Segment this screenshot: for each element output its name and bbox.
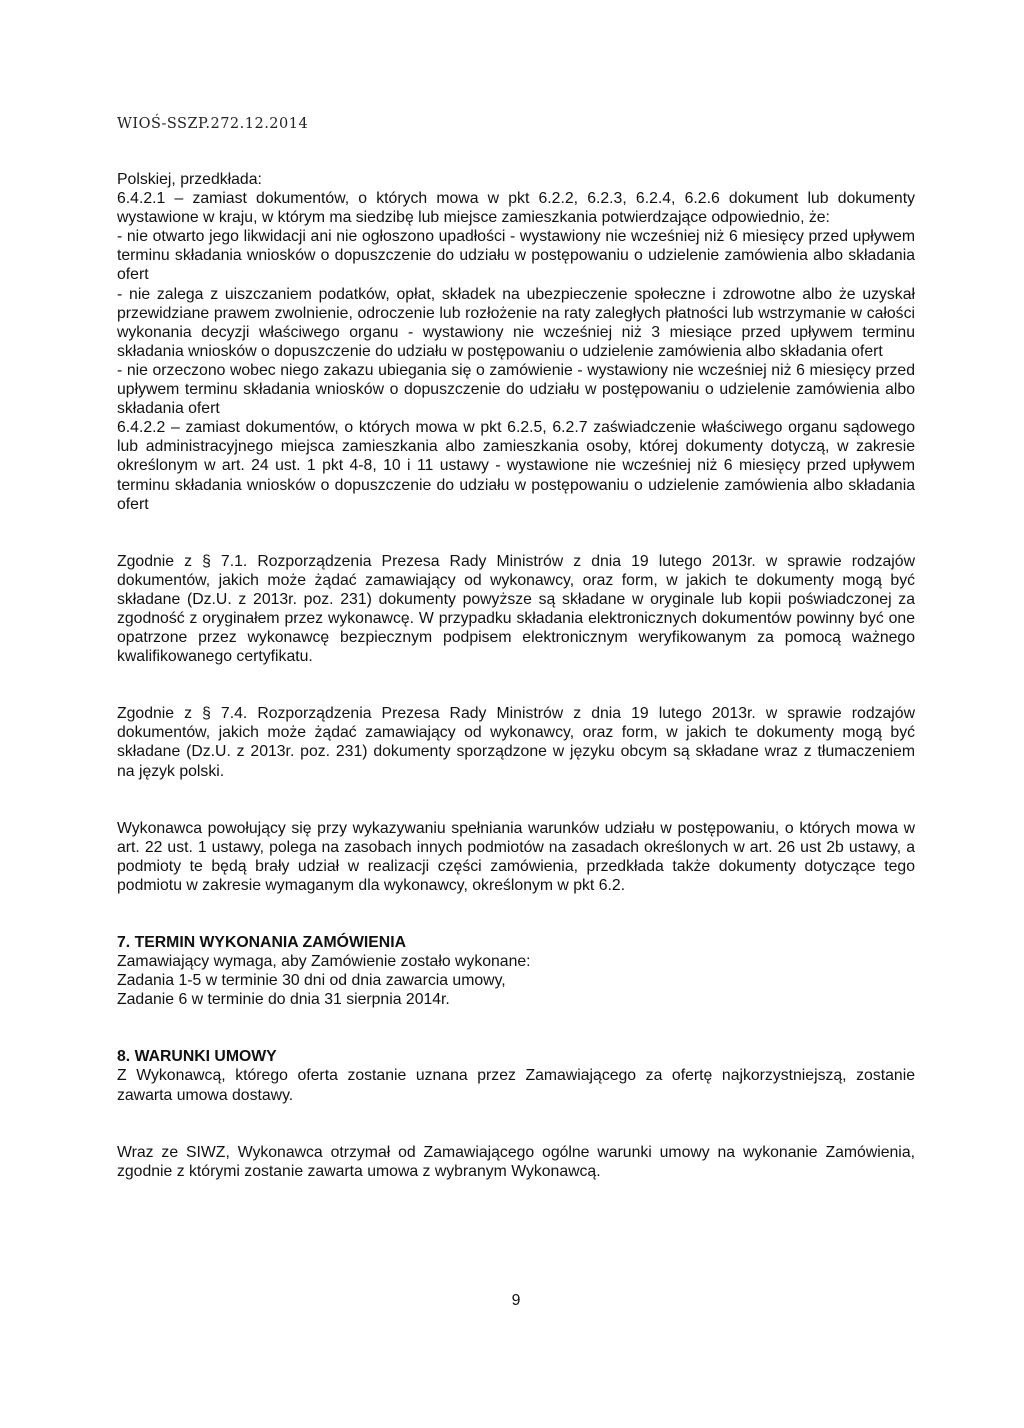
paragraph-ban: - nie orzeczono wobec niego zakazu ubiegania się o zamówienie - wystawiony nie wcześniej niż 6 miesięcy przed upływem terminu składania wniosków o dopuszczenie do udziału w postępowaniu o udzielenie zamówienia albo składania ofert: [117, 361, 915, 418]
section-7-line-2: Zadania 1-5 w terminie 30 dni od dnia zawarcia umowy,: [117, 972, 506, 990]
paragraph-taxes: - nie zalega z uiszczaniem podatków, opłat, składek na ubezpieczenie społeczne i zdrowotne albo że uzyskał przewidziane prawem zwolnienie, odroczenie lub rozłożenie na raty zaległych płatności lub wstrzymanie w całości wykonania decyzji właściwego organu - wystawiony nie wcześniej niż 3 miesiące przed upływem terminu składania wniosków o dopuszczenie do udziału w postępowaniu o udzielenie zamówienia albo składania ofert: [117, 285, 915, 360]
paragraph-6-4-2-1: 6.4.2.1 – zamiast dokumentów, o których mowa w pkt 6.2.2, 6.2.3, 6.2.4, 6.2.6 dokument lub dokumenty wystawione w kraju, w którym ma siedzibę lub miejsce zamieszkania potwierdzające odpowiednio, że:: [117, 190, 915, 227]
section-7-heading: 7. TERMIN WYKONANIA ZAMÓWIENIA: [117, 934, 407, 951]
document-body: [117, 170, 915, 1181]
page-number: 9: [511, 1292, 521, 1309]
paragraph-6-4-2-2: 6.4.2.2 – zamiast dokumentów, o których mowa w pkt 6.2.5, 6.2.7 zaświadczenie właściwego organu sądowego lub administracyjnego miejsca zamieszkania albo zamieszkania osoby, której dokumenty dotyczą, w zakresie określonym w art. 24 ust. 1 pkt 4-8, 10 i 11 ustawy - wystawione nie wcześniej niż 6 miesięcy przed upływem terminu składania wniosków o dopuszczenie do udziału w postępowaniu o udzielenie zamówienia albo składania ofert: [117, 419, 915, 513]
paragraph-regulation-7-4: Zgodnie z § 7.4. Rozporządzenia Prezesa Rady Ministrów z dnia 19 lutego 2013r. w sprawie rodzajów dokumentów, jakich może żądać zamawiający od wykonawcy, oraz form, w jakich te dokumenty mogą być składane (Dz.U. z 2013r. poz. 231) dokumenty sporządzone w języku obcym są składane wraz z tłumaczeniem na język polski.: [117, 705, 915, 780]
paragraph-intro: Polskiej, przedkłada:: [117, 171, 262, 188]
section-8-heading: 8. WARUNKI UMOWY: [117, 1048, 277, 1066]
section-8-paragraph-1: Z Wykonawcą, którego oferta zostanie uznana przez Zamawiającego za ofertę najkorzystniejszą, zostanie zawarta umowa dostawy.: [117, 1067, 915, 1104]
paragraph-regulation-7-1: Zgodnie z § 7.1. Rozporządzenia Prezesa Rady Ministrów z dnia 19 lutego 2013r. w sprawie rodzajów dokumentów, jakich może żądać zamawiający od wykonawcy, oraz form, w jakich te dokumenty mogą być składane (Dz.U. z 2013r. poz. 231) dokumenty powyższe są składane w oryginale lub kopii poświadczonej za zgodność z oryginałem przez wykonawcę. W przypadku składania elektronicznych dokumentów powinny być one opatrzone przez wykonawcę bezpiecznym podpisem elektronicznym weryfikowanym za pomocą ważnego kwalifikowanego certyfikatu.: [117, 552, 915, 666]
document-reference: WIOŚ-SSZP.272.12.2014: [117, 116, 309, 132]
section-7-line-3: Zadanie 6 w terminie do dnia 31 sierpnia 2014r.: [117, 991, 450, 1009]
section-7-line-1: Zamawiający wymaga, aby Zamówienie zostało wykonane:: [117, 953, 531, 971]
paragraph-resources: Wykonawca powołujący się przy wykazywaniu spełniania warunków udziału w postępowaniu, o których mowa w art. 22 ust. 1 ustawy, polega na zasobach innych podmiotów na zasadach określonych w art. 26 ust 2b ustawy, a podmioty te będą brały udział w realizacji części zamówienia, przedkłada także dokumenty dotyczące tego podmiotu w zakresie wymaganym dla wykonawcy, określonym w pkt 6.2.: [117, 819, 915, 894]
section-8-paragraph-2: Wraz ze SIWZ, Wykonawca otrzymał od Zamawiającego ogólne warunki umowy na wykonanie Zamówienia, zgodnie z którymi zostanie zawarta umowa z wybranym Wykonawcą.: [117, 1143, 915, 1180]
document-page: [117, 0, 915, 1428]
paragraph-liquidation: - nie otwarto jego likwidacji ani nie ogłoszono upadłości - wystawiony nie wcześniej niż 6 miesięcy przed upływem terminu składania wniosków o dopuszczenie do udziału w postępowaniu o udzielenie zamówienia albo składania ofert: [117, 228, 915, 284]
